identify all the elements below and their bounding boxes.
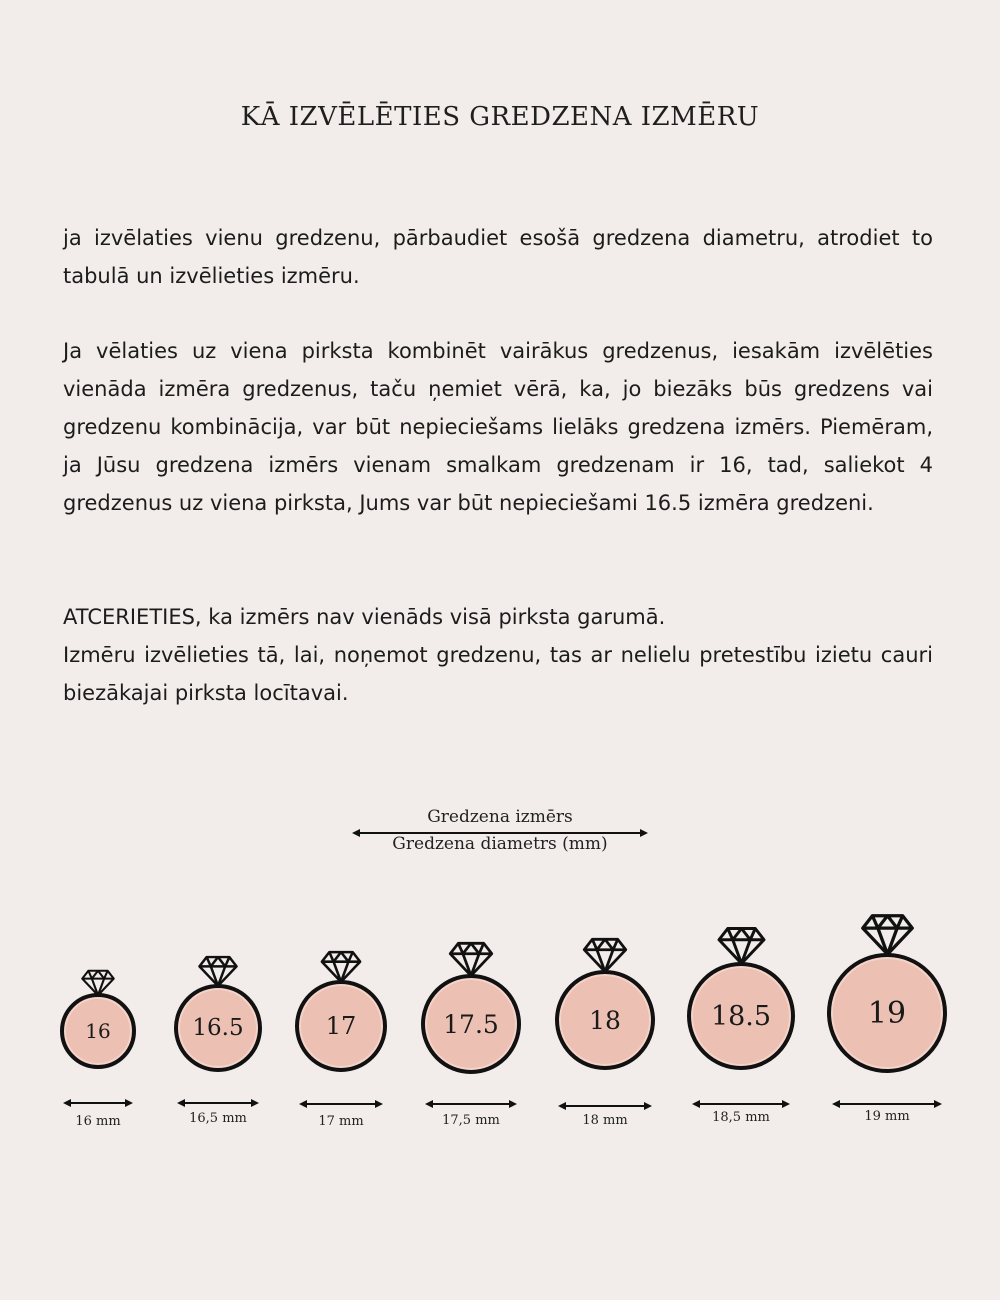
diamond-icon — [319, 950, 363, 984]
diameter-label: 17 mm — [318, 1114, 364, 1129]
ring-size-label: 16 — [85, 1019, 111, 1043]
diameter-label: 18,5 mm — [712, 1110, 770, 1125]
diameter-label: 19 mm — [864, 1109, 910, 1124]
ring-size-label: 17.5 — [443, 1009, 499, 1039]
ring-size-16-5 — [174, 984, 262, 1072]
diameter-label: 17,5 mm — [442, 1113, 500, 1128]
combination-paragraph: Ja vēlaties uz viena pirksta kombinēt vairākus gredzenus, iesakām izvēlēties vienāda izmēra gredzenus, taču ņemiet vērā, ka, jo biezāks būs gredzens vai gredzenu kombinācija, var būt nepieciešams lielāks gredzena izmērs. Piemēram, ja Jūsu gredzena izmērs vienam smalkam gredzenam ir 16, tad, saliekot 4 gredzenus uz viena pirksta, Jums var būt nepieciešami 16.5 izmēra gredzeni. — [63, 339, 933, 515]
legend-diameter-label: Gredzena diametrs (mm) — [392, 834, 608, 854]
ring-size-17-5 — [421, 974, 521, 1074]
diameter-arrow-icon — [425, 1098, 517, 1110]
diameter-arrow-icon — [558, 1100, 652, 1112]
diameter-arrow-icon — [63, 1097, 133, 1109]
legend-ring-size-label: Gredzena izmērs — [427, 807, 573, 827]
intro-paragraph: ja izvēlaties vienu gredzenu, pārbaudiet esošā gredzena diametru, atrodiet to tabulā un izvēlieties izmēru. — [63, 226, 933, 288]
diameter-arrow-icon — [177, 1097, 259, 1109]
reminder-paragraph — [63, 598, 933, 712]
diameter-label: 16,5 mm — [189, 1111, 247, 1126]
fit-advice-line: Izmēru izvēlieties tā, lai, noņemot gredzenu, tas ar nelielu pretestību izietu cauri biezākajai pirksta locītavai. — [63, 643, 933, 705]
diamond-icon — [859, 913, 916, 957]
ring-size-18-5 — [687, 962, 795, 1070]
diameter-label: 16 mm — [75, 1114, 121, 1129]
diamond-icon — [447, 941, 495, 978]
reminder-line: ATCERIETIES, ka izmērs nav vienāds visā pirksta garumā. — [63, 605, 666, 629]
diamond-icon — [716, 926, 767, 966]
diameter-label: 18 mm — [582, 1113, 628, 1128]
ring-size-label: 19 — [867, 995, 907, 1031]
diameter-arrow-icon — [692, 1098, 790, 1110]
ring-size-label: 17 — [325, 1012, 357, 1040]
page-title: KĀ IZVĒLĒTIES GREDZENA IZMĒRU — [240, 102, 760, 132]
ring-size-label: 18.5 — [710, 1000, 772, 1032]
diameter-arrow-icon — [299, 1098, 383, 1110]
ring-size-18 — [555, 970, 655, 1070]
ring-size-17 — [295, 980, 387, 1072]
ring-size-19 — [827, 953, 947, 1073]
ring-size-label: 16.5 — [192, 1015, 244, 1041]
ring-size-label: 18 — [589, 1005, 621, 1035]
diamond-icon — [581, 937, 629, 974]
ring-size-16 — [60, 993, 136, 1069]
